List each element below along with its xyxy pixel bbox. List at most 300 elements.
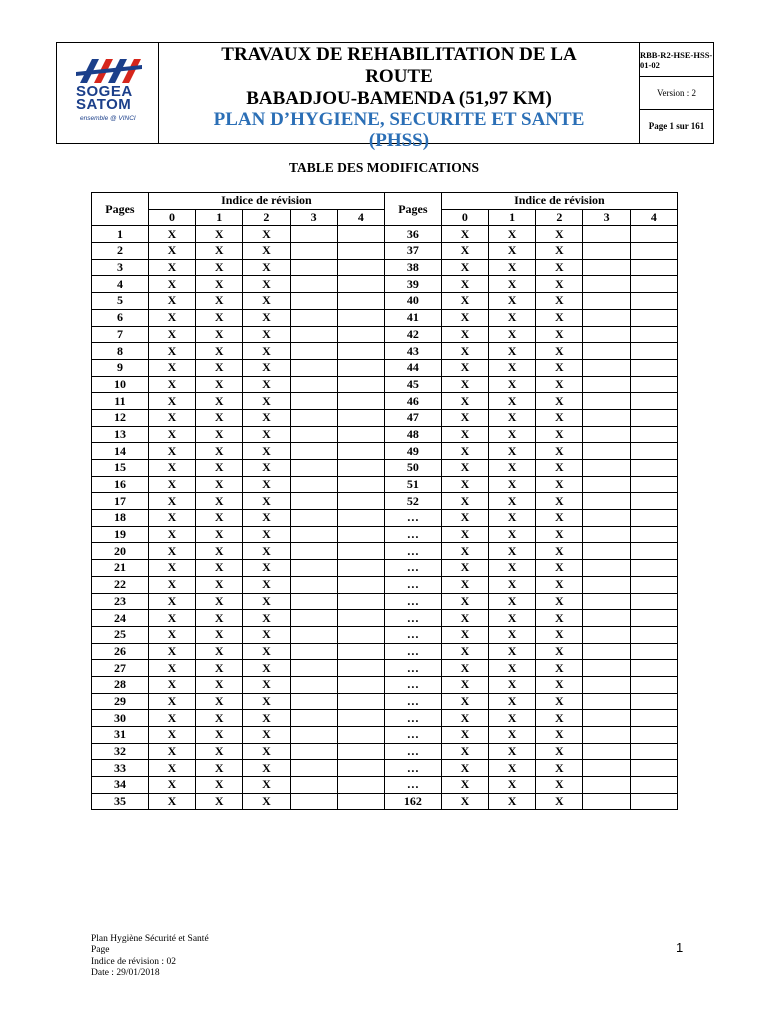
revision-mark-cell: X	[489, 493, 536, 510]
revision-mark-cell	[290, 276, 337, 293]
revision-mark-cell: X	[148, 409, 195, 426]
revision-mark-cell	[337, 359, 384, 376]
revision-mark-cell: X	[243, 326, 290, 343]
table-header-row	[92, 193, 678, 210]
revision-mark-cell: X	[148, 293, 195, 310]
revision-mark-cell: X	[441, 326, 488, 343]
revision-mark-cell: X	[196, 626, 243, 643]
revision-mark-cell: X	[489, 743, 536, 760]
revision-mark-cell: X	[536, 660, 583, 677]
revision-mark-cell: X	[148, 643, 195, 660]
revision-mark-cell: X	[441, 476, 488, 493]
revision-mark-cell: X	[489, 710, 536, 727]
revision-mark-cell: X	[441, 276, 488, 293]
revision-mark-cell: X	[243, 593, 290, 610]
revision-mark-cell: X	[196, 727, 243, 744]
revision-mark-cell: X	[148, 626, 195, 643]
revision-mark-cell: X	[148, 393, 195, 410]
revision-mark-cell: X	[148, 226, 195, 243]
table-row	[92, 243, 678, 260]
subtitle-line-1: PLAN D’HYGIENE, SECURITE ET SANTE	[213, 109, 585, 130]
revision-mark-cell: X	[243, 793, 290, 810]
revision-mark-cell: X	[489, 560, 536, 577]
revision-index-cell: 4	[630, 209, 677, 226]
revision-mark-cell: X	[148, 476, 195, 493]
revision-mark-cell: X	[489, 760, 536, 777]
revision-mark-cell: X	[536, 727, 583, 744]
footer-line-1: Plan Hygiène Sécurité et Santé	[91, 934, 209, 944]
revision-mark-cell: X	[536, 326, 583, 343]
pages-header-left: Pages	[92, 193, 149, 226]
revision-mark-cell: X	[441, 710, 488, 727]
revision-mark-cell	[290, 476, 337, 493]
revision-mark-cell: X	[196, 493, 243, 510]
revision-mark-cell	[583, 510, 630, 527]
revision-mark-cell: X	[243, 426, 290, 443]
revision-mark-cell	[583, 643, 630, 660]
revision-mark-cell	[630, 743, 677, 760]
revision-mark-cell	[337, 676, 384, 693]
revision-mark-cell: X	[196, 743, 243, 760]
revision-mark-cell: X	[489, 777, 536, 794]
revision-mark-cell	[630, 426, 677, 443]
revision-mark-cell: X	[489, 510, 536, 527]
title-line-3: BABADJOU-BAMENDA (51,97 KM)	[246, 88, 552, 109]
page-number-cell: 37	[384, 243, 441, 260]
revision-index-cell: 4	[337, 209, 384, 226]
revision-mark-cell	[290, 610, 337, 627]
revision-mark-cell: X	[441, 793, 488, 810]
page-number-cell: 28	[92, 676, 149, 693]
page-number-cell: 50	[384, 460, 441, 477]
title-line-2: ROUTE	[365, 66, 433, 87]
revision-mark-cell	[337, 626, 384, 643]
page-number-cell: …	[384, 643, 441, 660]
revision-mark-cell: X	[441, 660, 488, 677]
revision-mark-cell: X	[489, 243, 536, 260]
revision-mark-cell	[630, 359, 677, 376]
revision-mark-cell	[630, 593, 677, 610]
revision-mark-cell: X	[441, 309, 488, 326]
revision-mark-cell: X	[536, 626, 583, 643]
revision-mark-cell: X	[196, 376, 243, 393]
page-number-cell: 44	[384, 359, 441, 376]
revision-mark-cell	[583, 793, 630, 810]
revision-mark-cell	[583, 309, 630, 326]
revision-mark-cell: X	[536, 460, 583, 477]
revision-mark-cell: X	[243, 460, 290, 477]
revision-mark-cell	[337, 643, 384, 660]
revision-mark-cell	[583, 293, 630, 310]
revision-mark-cell	[583, 393, 630, 410]
table-row	[92, 226, 678, 243]
revision-mark-cell: X	[148, 359, 195, 376]
table-row	[92, 476, 678, 493]
revision-mark-cell	[337, 443, 384, 460]
revision-mark-cell: X	[489, 676, 536, 693]
revision-mark-cell	[583, 543, 630, 560]
revision-mark-cell: X	[148, 560, 195, 577]
revision-mark-cell: X	[441, 259, 488, 276]
revision-mark-cell	[290, 409, 337, 426]
page-number-cell: 15	[92, 460, 149, 477]
revision-mark-cell	[290, 460, 337, 477]
document-meta	[639, 43, 713, 143]
revision-mark-cell	[337, 660, 384, 677]
page-number-cell: …	[384, 777, 441, 794]
revision-mark-cell	[630, 727, 677, 744]
revision-mark-cell	[337, 593, 384, 610]
revision-mark-cell	[337, 793, 384, 810]
revision-mark-cell	[583, 276, 630, 293]
revision-mark-cell: X	[536, 443, 583, 460]
revision-mark-cell	[337, 476, 384, 493]
revision-mark-cell: X	[536, 426, 583, 443]
page-number-cell: 20	[92, 543, 149, 560]
revision-mark-cell	[583, 660, 630, 677]
page-number-cell: 51	[384, 476, 441, 493]
document-version: Version : 2	[640, 76, 713, 109]
revision-mark-cell: X	[489, 626, 536, 643]
revision-mark-cell: X	[536, 610, 583, 627]
page-number-cell: 45	[384, 376, 441, 393]
revision-mark-cell	[337, 743, 384, 760]
revision-mark-cell	[630, 660, 677, 677]
page-number-cell: 19	[92, 526, 149, 543]
table-row	[92, 293, 678, 310]
revision-mark-cell: X	[489, 393, 536, 410]
logo-wordmark: SOGEA SATOM	[76, 83, 133, 113]
revision-mark-cell: X	[441, 510, 488, 527]
modifications-table	[91, 192, 678, 810]
revision-mark-cell: X	[536, 243, 583, 260]
revision-mark-cell: X	[196, 460, 243, 477]
revision-mark-cell: X	[243, 359, 290, 376]
revision-mark-cell	[290, 259, 337, 276]
revision-mark-cell: X	[196, 610, 243, 627]
page-number-cell: 25	[92, 626, 149, 643]
revision-index-cell: 1	[489, 209, 536, 226]
revision-mark-cell	[630, 510, 677, 527]
revision-mark-cell: X	[243, 576, 290, 593]
revision-mark-cell	[290, 660, 337, 677]
revision-mark-cell	[337, 243, 384, 260]
revision-mark-cell	[583, 693, 630, 710]
revision-mark-cell	[337, 460, 384, 477]
page-number-cell: 48	[384, 426, 441, 443]
revision-mark-cell: X	[148, 777, 195, 794]
revision-mark-cell: X	[196, 643, 243, 660]
revision-mark-cell	[630, 293, 677, 310]
revision-mark-cell: X	[441, 593, 488, 610]
revision-mark-cell: X	[196, 560, 243, 577]
page-number-cell: 23	[92, 593, 149, 610]
revision-mark-cell: X	[148, 610, 195, 627]
table-row	[92, 693, 678, 710]
revision-mark-cell: X	[243, 393, 290, 410]
revision-mark-cell: X	[489, 660, 536, 677]
page-number-cell: 52	[384, 493, 441, 510]
revision-mark-cell	[337, 777, 384, 794]
revision-mark-cell: X	[196, 526, 243, 543]
revision-index-cell: 0	[441, 209, 488, 226]
page-number-cell: 35	[92, 793, 149, 810]
revision-mark-cell: X	[441, 693, 488, 710]
revision-mark-cell: X	[489, 460, 536, 477]
revision-mark-cell	[337, 493, 384, 510]
revision-mark-cell: X	[536, 259, 583, 276]
page-number-cell: …	[384, 576, 441, 593]
revision-index-cell: 3	[583, 209, 630, 226]
revision-mark-cell: X	[243, 610, 290, 627]
page-number-cell: 39	[384, 276, 441, 293]
revision-mark-cell: X	[489, 793, 536, 810]
page-number-cell: 38	[384, 259, 441, 276]
table-row	[92, 526, 678, 543]
revision-mark-cell: X	[148, 727, 195, 744]
revision-mark-cell: X	[489, 409, 536, 426]
section-title: TABLE DES MODIFICATIONS	[288, 160, 480, 175]
revision-mark-cell: X	[489, 376, 536, 393]
revision-mark-cell: X	[536, 593, 583, 610]
page-number-cell: 36	[384, 226, 441, 243]
revision-mark-cell	[583, 426, 630, 443]
table-row	[92, 326, 678, 343]
revision-mark-cell	[290, 343, 337, 360]
revision-mark-cell: X	[148, 660, 195, 677]
revision-mark-cell: X	[536, 760, 583, 777]
revision-mark-cell: X	[243, 760, 290, 777]
revision-mark-cell	[337, 309, 384, 326]
revision-mark-cell: X	[243, 510, 290, 527]
page-number-cell: …	[384, 693, 441, 710]
revision-mark-cell	[290, 426, 337, 443]
revision-mark-cell	[290, 526, 337, 543]
revision-mark-cell	[290, 393, 337, 410]
revision-mark-cell: X	[196, 593, 243, 610]
revision-mark-cell: X	[196, 476, 243, 493]
revision-mark-cell: X	[243, 676, 290, 693]
revision-mark-cell	[290, 560, 337, 577]
revision-header-left: Indice de révision	[148, 193, 384, 210]
revision-mark-cell	[290, 693, 337, 710]
table-row	[92, 610, 678, 627]
page-count: Page 1 sur 161	[640, 109, 713, 142]
revision-mark-cell	[630, 560, 677, 577]
revision-mark-cell: X	[489, 593, 536, 610]
revision-mark-cell	[630, 443, 677, 460]
page-number-cell: 43	[384, 343, 441, 360]
table-row	[92, 443, 678, 460]
page-number-cell: 13	[92, 426, 149, 443]
page-footer	[91, 934, 209, 979]
revision-mark-cell: X	[441, 777, 488, 794]
revision-mark-cell: X	[196, 710, 243, 727]
revision-mark-cell	[583, 610, 630, 627]
revision-mark-cell: X	[536, 226, 583, 243]
table-row	[92, 593, 678, 610]
document-title	[159, 43, 639, 151]
revision-mark-cell: X	[441, 626, 488, 643]
revision-mark-cell	[630, 710, 677, 727]
document-header	[56, 42, 714, 151]
page-number-cell: 3	[92, 259, 149, 276]
page-number-cell: 16	[92, 476, 149, 493]
revision-mark-cell	[583, 243, 630, 260]
revision-mark-cell: X	[148, 543, 195, 560]
table-row	[92, 259, 678, 276]
table-row	[92, 576, 678, 593]
revision-mark-cell: X	[441, 493, 488, 510]
revision-mark-cell: X	[536, 560, 583, 577]
revision-mark-cell	[630, 326, 677, 343]
revision-mark-cell: X	[196, 309, 243, 326]
revision-mark-cell	[583, 676, 630, 693]
revision-mark-cell: X	[148, 426, 195, 443]
revision-mark-cell: X	[536, 576, 583, 593]
revision-mark-cell: X	[148, 743, 195, 760]
page-number-cell: 14	[92, 443, 149, 460]
page-number-cell: …	[384, 560, 441, 577]
revision-mark-cell: X	[536, 309, 583, 326]
revision-mark-cell	[290, 643, 337, 660]
revision-index-cell: 3	[290, 209, 337, 226]
revision-mark-cell: X	[148, 593, 195, 610]
revision-mark-cell	[290, 710, 337, 727]
table-row	[92, 743, 678, 760]
revision-mark-cell: X	[196, 777, 243, 794]
table-row	[92, 376, 678, 393]
revision-mark-cell: X	[148, 493, 195, 510]
revision-mark-cell: X	[196, 409, 243, 426]
table-row	[92, 710, 678, 727]
revision-mark-cell: X	[489, 476, 536, 493]
revision-mark-cell	[630, 476, 677, 493]
revision-mark-cell: X	[148, 576, 195, 593]
revision-mark-cell	[583, 743, 630, 760]
revision-mark-cell: X	[196, 676, 243, 693]
revision-mark-cell: X	[196, 293, 243, 310]
revision-mark-cell: X	[148, 443, 195, 460]
revision-mark-cell	[337, 376, 384, 393]
revision-mark-cell	[583, 626, 630, 643]
revision-mark-cell	[583, 493, 630, 510]
revision-mark-cell: X	[441, 409, 488, 426]
title-line-1: TRAVAUX DE REHABILITATION DE LA	[221, 44, 577, 65]
revision-mark-cell: X	[489, 276, 536, 293]
page-number-cell: 31	[92, 727, 149, 744]
revision-mark-cell	[290, 676, 337, 693]
revision-mark-cell	[290, 593, 337, 610]
revision-mark-cell: X	[148, 676, 195, 693]
revision-mark-cell: X	[441, 560, 488, 577]
revision-mark-cell	[630, 276, 677, 293]
revision-mark-cell: X	[489, 543, 536, 560]
revision-mark-cell	[583, 443, 630, 460]
revision-mark-cell: X	[196, 326, 243, 343]
revision-header-right: Indice de révision	[441, 193, 677, 210]
revision-mark-cell	[290, 727, 337, 744]
table-row	[92, 643, 678, 660]
revision-mark-cell	[337, 560, 384, 577]
page-number-cell: 40	[384, 293, 441, 310]
revision-mark-cell: X	[441, 426, 488, 443]
revision-mark-cell	[630, 760, 677, 777]
revision-mark-cell	[290, 243, 337, 260]
revision-mark-cell: X	[441, 243, 488, 260]
revision-mark-cell: X	[489, 576, 536, 593]
revision-mark-cell	[630, 493, 677, 510]
page-number-cell: 1	[92, 226, 149, 243]
page-number-cell: 29	[92, 693, 149, 710]
revision-mark-cell: X	[196, 576, 243, 593]
revision-mark-cell	[630, 376, 677, 393]
page-number-cell: 11	[92, 393, 149, 410]
revision-mark-cell: X	[536, 710, 583, 727]
page-number-cell: 162	[384, 793, 441, 810]
revision-mark-cell: X	[489, 443, 536, 460]
page-number-cell: 47	[384, 409, 441, 426]
revision-mark-cell: X	[441, 543, 488, 560]
revision-mark-cell: X	[196, 359, 243, 376]
revision-mark-cell: X	[441, 460, 488, 477]
revision-mark-cell: X	[536, 293, 583, 310]
page-number-cell: 30	[92, 710, 149, 727]
page-number-cell: 41	[384, 309, 441, 326]
revision-mark-cell	[630, 643, 677, 660]
page-number-cell: 33	[92, 760, 149, 777]
revision-mark-cell: X	[441, 359, 488, 376]
revision-mark-cell: X	[489, 693, 536, 710]
revision-mark-cell: X	[148, 376, 195, 393]
revision-mark-cell	[337, 259, 384, 276]
page-number-cell: 42	[384, 326, 441, 343]
table-row	[92, 276, 678, 293]
page-number-cell: 34	[92, 777, 149, 794]
revision-mark-cell: X	[243, 626, 290, 643]
revision-mark-cell: X	[196, 226, 243, 243]
revision-mark-cell	[337, 293, 384, 310]
revision-mark-cell	[337, 343, 384, 360]
revision-mark-cell	[290, 326, 337, 343]
revision-mark-cell	[337, 710, 384, 727]
revision-mark-cell	[337, 610, 384, 627]
table-row	[92, 343, 678, 360]
revision-mark-cell: X	[243, 443, 290, 460]
revision-mark-cell: X	[148, 526, 195, 543]
table-row	[92, 676, 678, 693]
revision-mark-cell: X	[196, 543, 243, 560]
revision-mark-cell	[630, 626, 677, 643]
revision-mark-cell	[630, 610, 677, 627]
revision-mark-cell: X	[243, 243, 290, 260]
revision-mark-cell: X	[148, 343, 195, 360]
revision-mark-cell	[583, 259, 630, 276]
revision-mark-cell: X	[536, 510, 583, 527]
page-number-cell: 4	[92, 276, 149, 293]
revision-mark-cell	[583, 359, 630, 376]
revision-index-cell: 1	[196, 209, 243, 226]
revision-mark-cell: X	[196, 426, 243, 443]
table-row	[92, 760, 678, 777]
revision-mark-cell	[290, 743, 337, 760]
page-number-cell: …	[384, 676, 441, 693]
revision-mark-cell: X	[148, 693, 195, 710]
revision-mark-cell	[630, 526, 677, 543]
revision-mark-cell	[290, 576, 337, 593]
revision-mark-cell	[290, 626, 337, 643]
revision-mark-cell	[337, 526, 384, 543]
